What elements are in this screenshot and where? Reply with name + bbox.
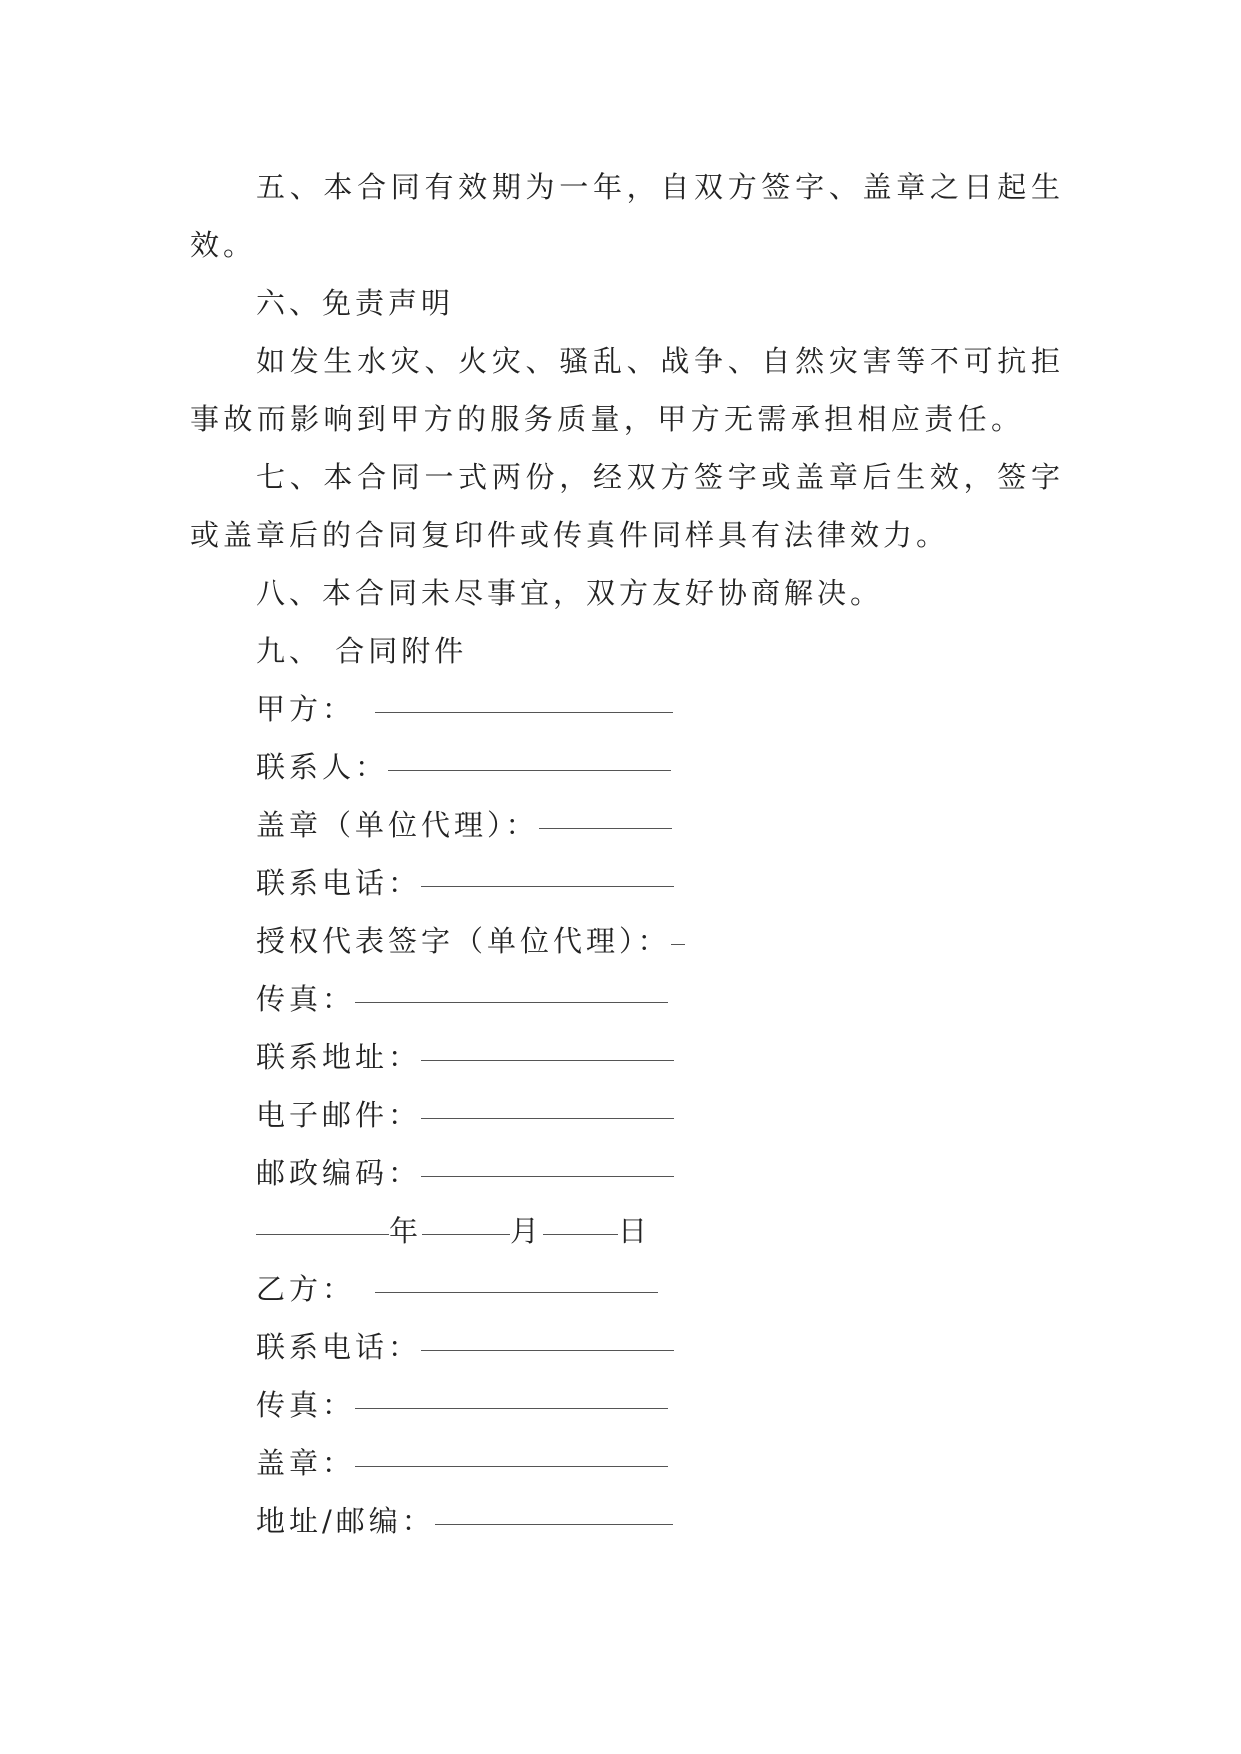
clause-8: 八、本合同未尽事宜，双方友好协商解决。	[256, 576, 884, 610]
contract-text	[190, 158, 1060, 1550]
party-a-email-label: 电子邮件：	[256, 1098, 422, 1132]
date-month-blank[interactable]	[422, 1234, 510, 1235]
party-a-address-blank[interactable]	[421, 1060, 674, 1061]
party-b-seal-blank[interactable]	[355, 1466, 668, 1467]
date-day-blank[interactable]	[543, 1234, 618, 1235]
party-a-postcode-label: 邮政编码：	[256, 1156, 422, 1190]
clause-9: 九、 合同附件	[256, 634, 468, 668]
party-a-seal-blank[interactable]	[539, 828, 672, 829]
party-a-contact-row	[190, 738, 1060, 796]
party-b-address-label: 地址/邮编：	[256, 1504, 435, 1538]
party-b-name-row	[190, 1260, 1060, 1318]
party-b-address-blank[interactable]	[435, 1524, 673, 1525]
party-a-fax-row	[190, 970, 1060, 1028]
party-b-phone-label: 联系电话：	[256, 1330, 422, 1364]
party-a-contact-label: 联系人：	[256, 750, 389, 784]
party-a-phone-blank[interactable]	[421, 886, 674, 887]
party-b-name-blank[interactable]	[375, 1292, 658, 1293]
party-a-name-blank[interactable]	[375, 712, 673, 713]
party-b-fax-label: 传真：	[256, 1388, 356, 1422]
party-a-postcode-blank[interactable]	[421, 1176, 674, 1177]
party-a-phone-row	[190, 854, 1060, 912]
clause-6-line-1: 如发生水灾、火灾、骚乱、战争、自然灾害等不可抗拒	[256, 344, 1060, 378]
party-a-auth-sign-label: 授权代表签字（单位代理）：	[256, 924, 671, 958]
party-b-fax-blank[interactable]	[355, 1408, 668, 1409]
clause-5-line-2: 效。	[190, 228, 257, 262]
party-a-name-label: 甲方：	[256, 692, 356, 726]
date-year-blank[interactable]	[256, 1234, 389, 1235]
party-a-email-row	[190, 1086, 1060, 1144]
clause-7-line-2: 或盖章后的合同复印件或传真件同样具有法律效力。	[190, 518, 950, 552]
clause-6-title: 六、免责声明	[256, 286, 455, 320]
party-b-address-row	[190, 1492, 1060, 1550]
party-a-seal-label: 盖章（单位代理）：	[256, 808, 539, 842]
clause-6-line-2: 事故而影响到甲方的服务质量，甲方无需承担相应责任。	[190, 402, 1020, 436]
party-a-phone-label: 联系电话：	[256, 866, 422, 900]
party-b-phone-blank[interactable]	[421, 1350, 674, 1351]
party-a-postcode-row	[190, 1144, 1060, 1202]
party-a-email-blank[interactable]	[421, 1118, 674, 1119]
party-a-address-label: 联系地址：	[256, 1040, 422, 1074]
date-month-label: 月	[510, 1214, 544, 1248]
party-a-name-row	[190, 680, 1060, 738]
party-a-auth-sign-blank[interactable]	[671, 944, 685, 945]
party-b-fax-row	[190, 1376, 1060, 1434]
party-a-fax-blank[interactable]	[355, 1002, 668, 1003]
party-a-contact-blank[interactable]	[388, 770, 671, 771]
party-a-seal-row	[190, 796, 1060, 854]
party-b-seal-row	[190, 1434, 1060, 1492]
party-b-seal-label: 盖章：	[256, 1446, 356, 1480]
party-a-address-row	[190, 1028, 1060, 1086]
party-b-name-label: 乙方：	[256, 1272, 356, 1306]
party-a-fax-label: 传真：	[256, 982, 356, 1016]
clause-7-line-1: 七、本合同一式两份，经双方签字或盖章后生效，签字	[256, 460, 1060, 494]
clause-5-line-1: 五、本合同有效期为一年，自双方签字、盖章之日起生	[256, 170, 1060, 204]
date-day-label: 日	[618, 1214, 652, 1248]
party-b-phone-row	[190, 1318, 1060, 1376]
party-a-auth-sign-row	[190, 912, 1060, 970]
date-row	[190, 1202, 1060, 1260]
date-year-label: 年	[389, 1214, 423, 1248]
